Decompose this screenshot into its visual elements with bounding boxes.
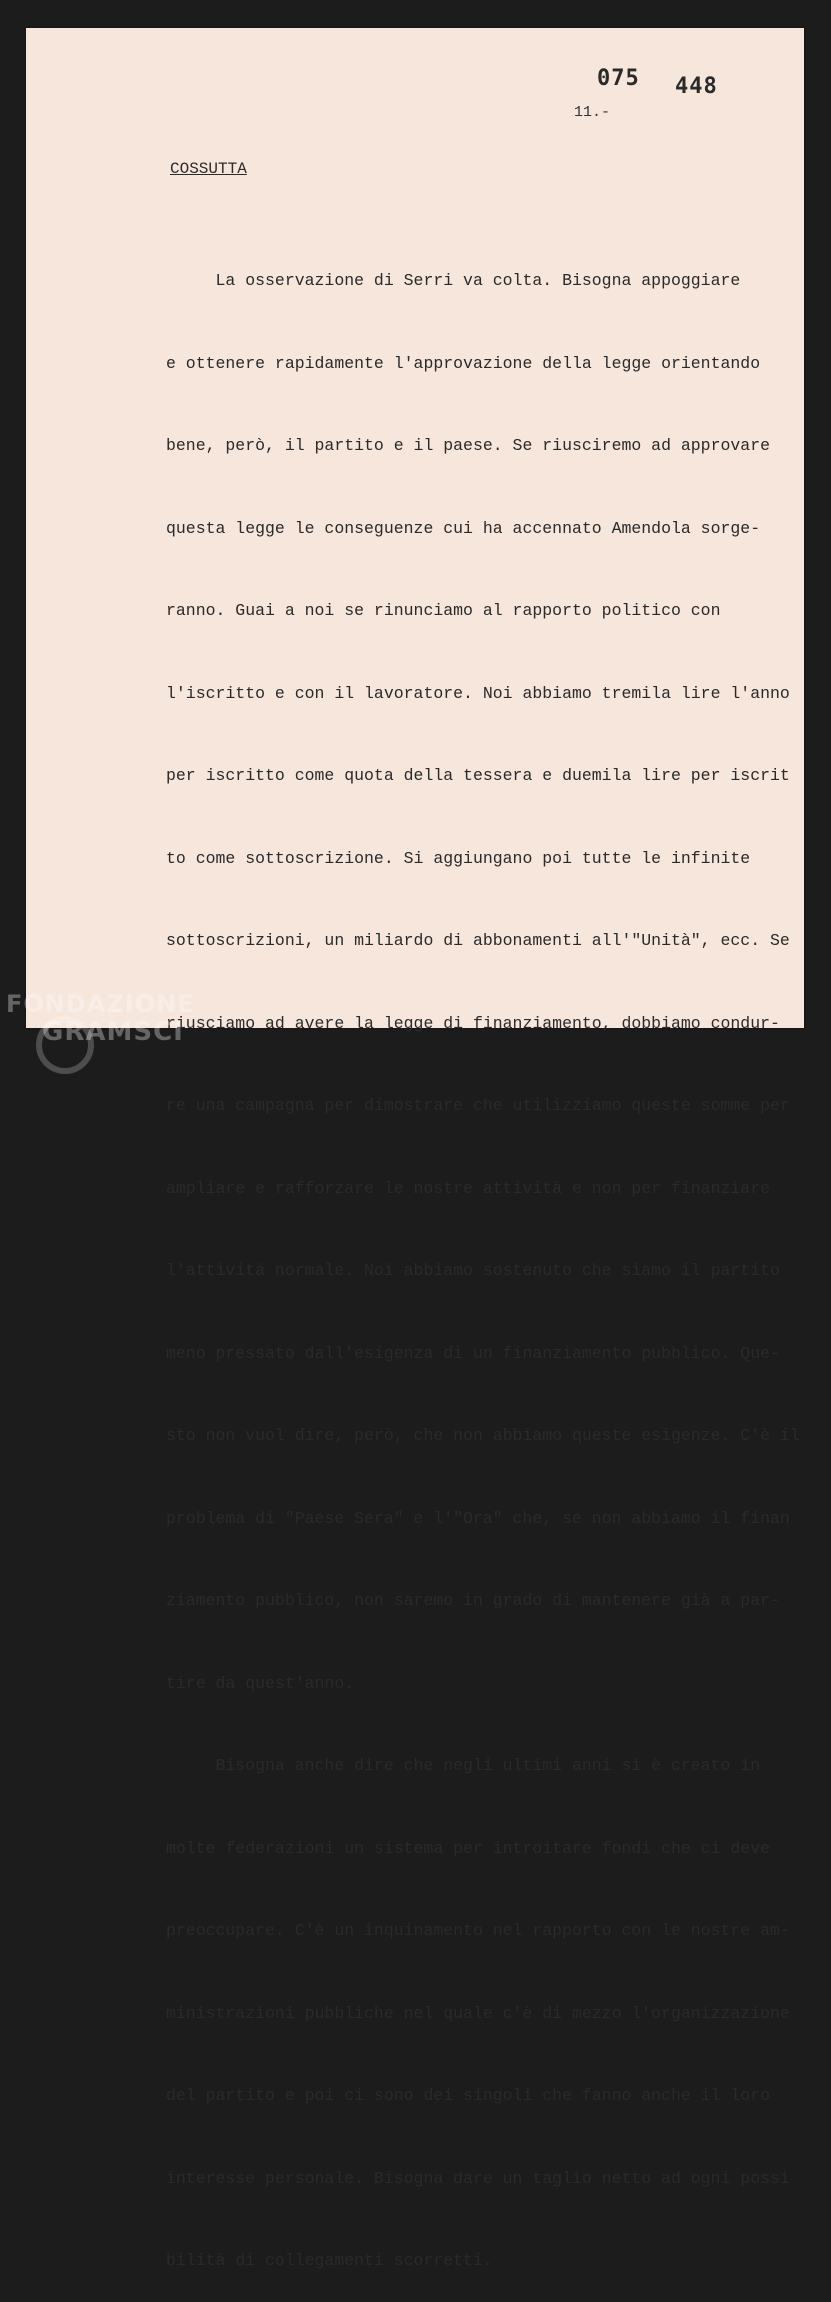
- text-line: sto non vuol dire, però, che non abbiamo queste esigenze. C'è il: [166, 1426, 800, 1445]
- speaker-heading: COSSUTTA: [170, 160, 247, 178]
- page-number: 11.-: [574, 104, 611, 121]
- watermark-logo: [6, 990, 195, 1046]
- text-line: ampliare e rafforzare le nostre attività e non per finanziare: [166, 1178, 770, 1198]
- text-line: molte federazioni un sistema per introitare fondi che ci deve: [166, 1838, 770, 1858]
- text-line: ministrazioni pubbliche nel quale c'è di mezzo l'organizzazione: [166, 2003, 790, 2023]
- archive-stamp-number: 075: [597, 66, 640, 91]
- text-line: to come sottoscrizione. Si aggiungano poi tutte le infinite: [166, 848, 751, 868]
- watermark-line-1: FONDAZIONE: [6, 990, 195, 1018]
- text-line: meno pressato dall'esigenza di un finanziamento pubblico. Que-: [166, 1343, 780, 1363]
- text-line: preoccupare. C'è un inquinamento nel rapporto con le nostre am-: [166, 1921, 790, 1940]
- text-line: per iscritto come quota della tessera e duemila lire per iscrit: [166, 766, 790, 785]
- text-line: problema di "Paese Sera" e l'"Ora" che, se non abbiamo il finan: [166, 1508, 790, 1528]
- text-line: l'attività normale. Noi abbiamo sostenuto che siamo il partito: [166, 1261, 780, 1280]
- text-line: questa legge le conseguenze cui ha accennato Amendola sorge-: [166, 518, 761, 538]
- watermark-line-2: GRAMSCI: [42, 1017, 184, 1047]
- text-line: ziamento pubblico, non saremo in grado di mantenere già a par-: [166, 1591, 780, 1610]
- text-line: tire da quest'anno.: [166, 1673, 355, 1693]
- text-line: interesse personale. Bisogna dare un taglio netto ad ogni possi: [166, 2168, 790, 2188]
- text-line: bene, però, il partito e il paese. Se riusciremo ad approvare: [166, 436, 770, 455]
- text-line: re una campagna per dimostrare che utilizziamo queste somme per: [166, 1096, 790, 1115]
- text-line: del partito e poi ci sono dei singoli che fanno anche il loro: [166, 2086, 770, 2105]
- text-line: riusciamo ad avere la legge di finanziamento, dobbiamo condur-: [166, 1013, 780, 1033]
- text-line: l'iscritto e con il lavoratore. Noi abbiamo tremila lire l'anno: [166, 683, 790, 703]
- text-line: e ottenere rapidamente l'approvazione della legge orientando: [166, 353, 761, 373]
- text-line: Bisogna anche dire che negli ultimi anni si è creato in: [166, 1756, 761, 1775]
- text-line: bilità di collegamenti scorretti.: [166, 2251, 493, 2270]
- typed-text-body: [166, 212, 800, 2302]
- text-line: sottoscrizioni, un miliardo di abbonamenti all'"Unità", ecc. Se: [166, 931, 790, 950]
- text-line: ranno. Guai a noi se rinunciamo al rapporto politico con: [166, 601, 721, 620]
- archive-stamp-number-secondary: 448: [675, 74, 718, 99]
- text-line: La osservazione di Serri va colta. Bisogna appoggiare: [166, 271, 741, 290]
